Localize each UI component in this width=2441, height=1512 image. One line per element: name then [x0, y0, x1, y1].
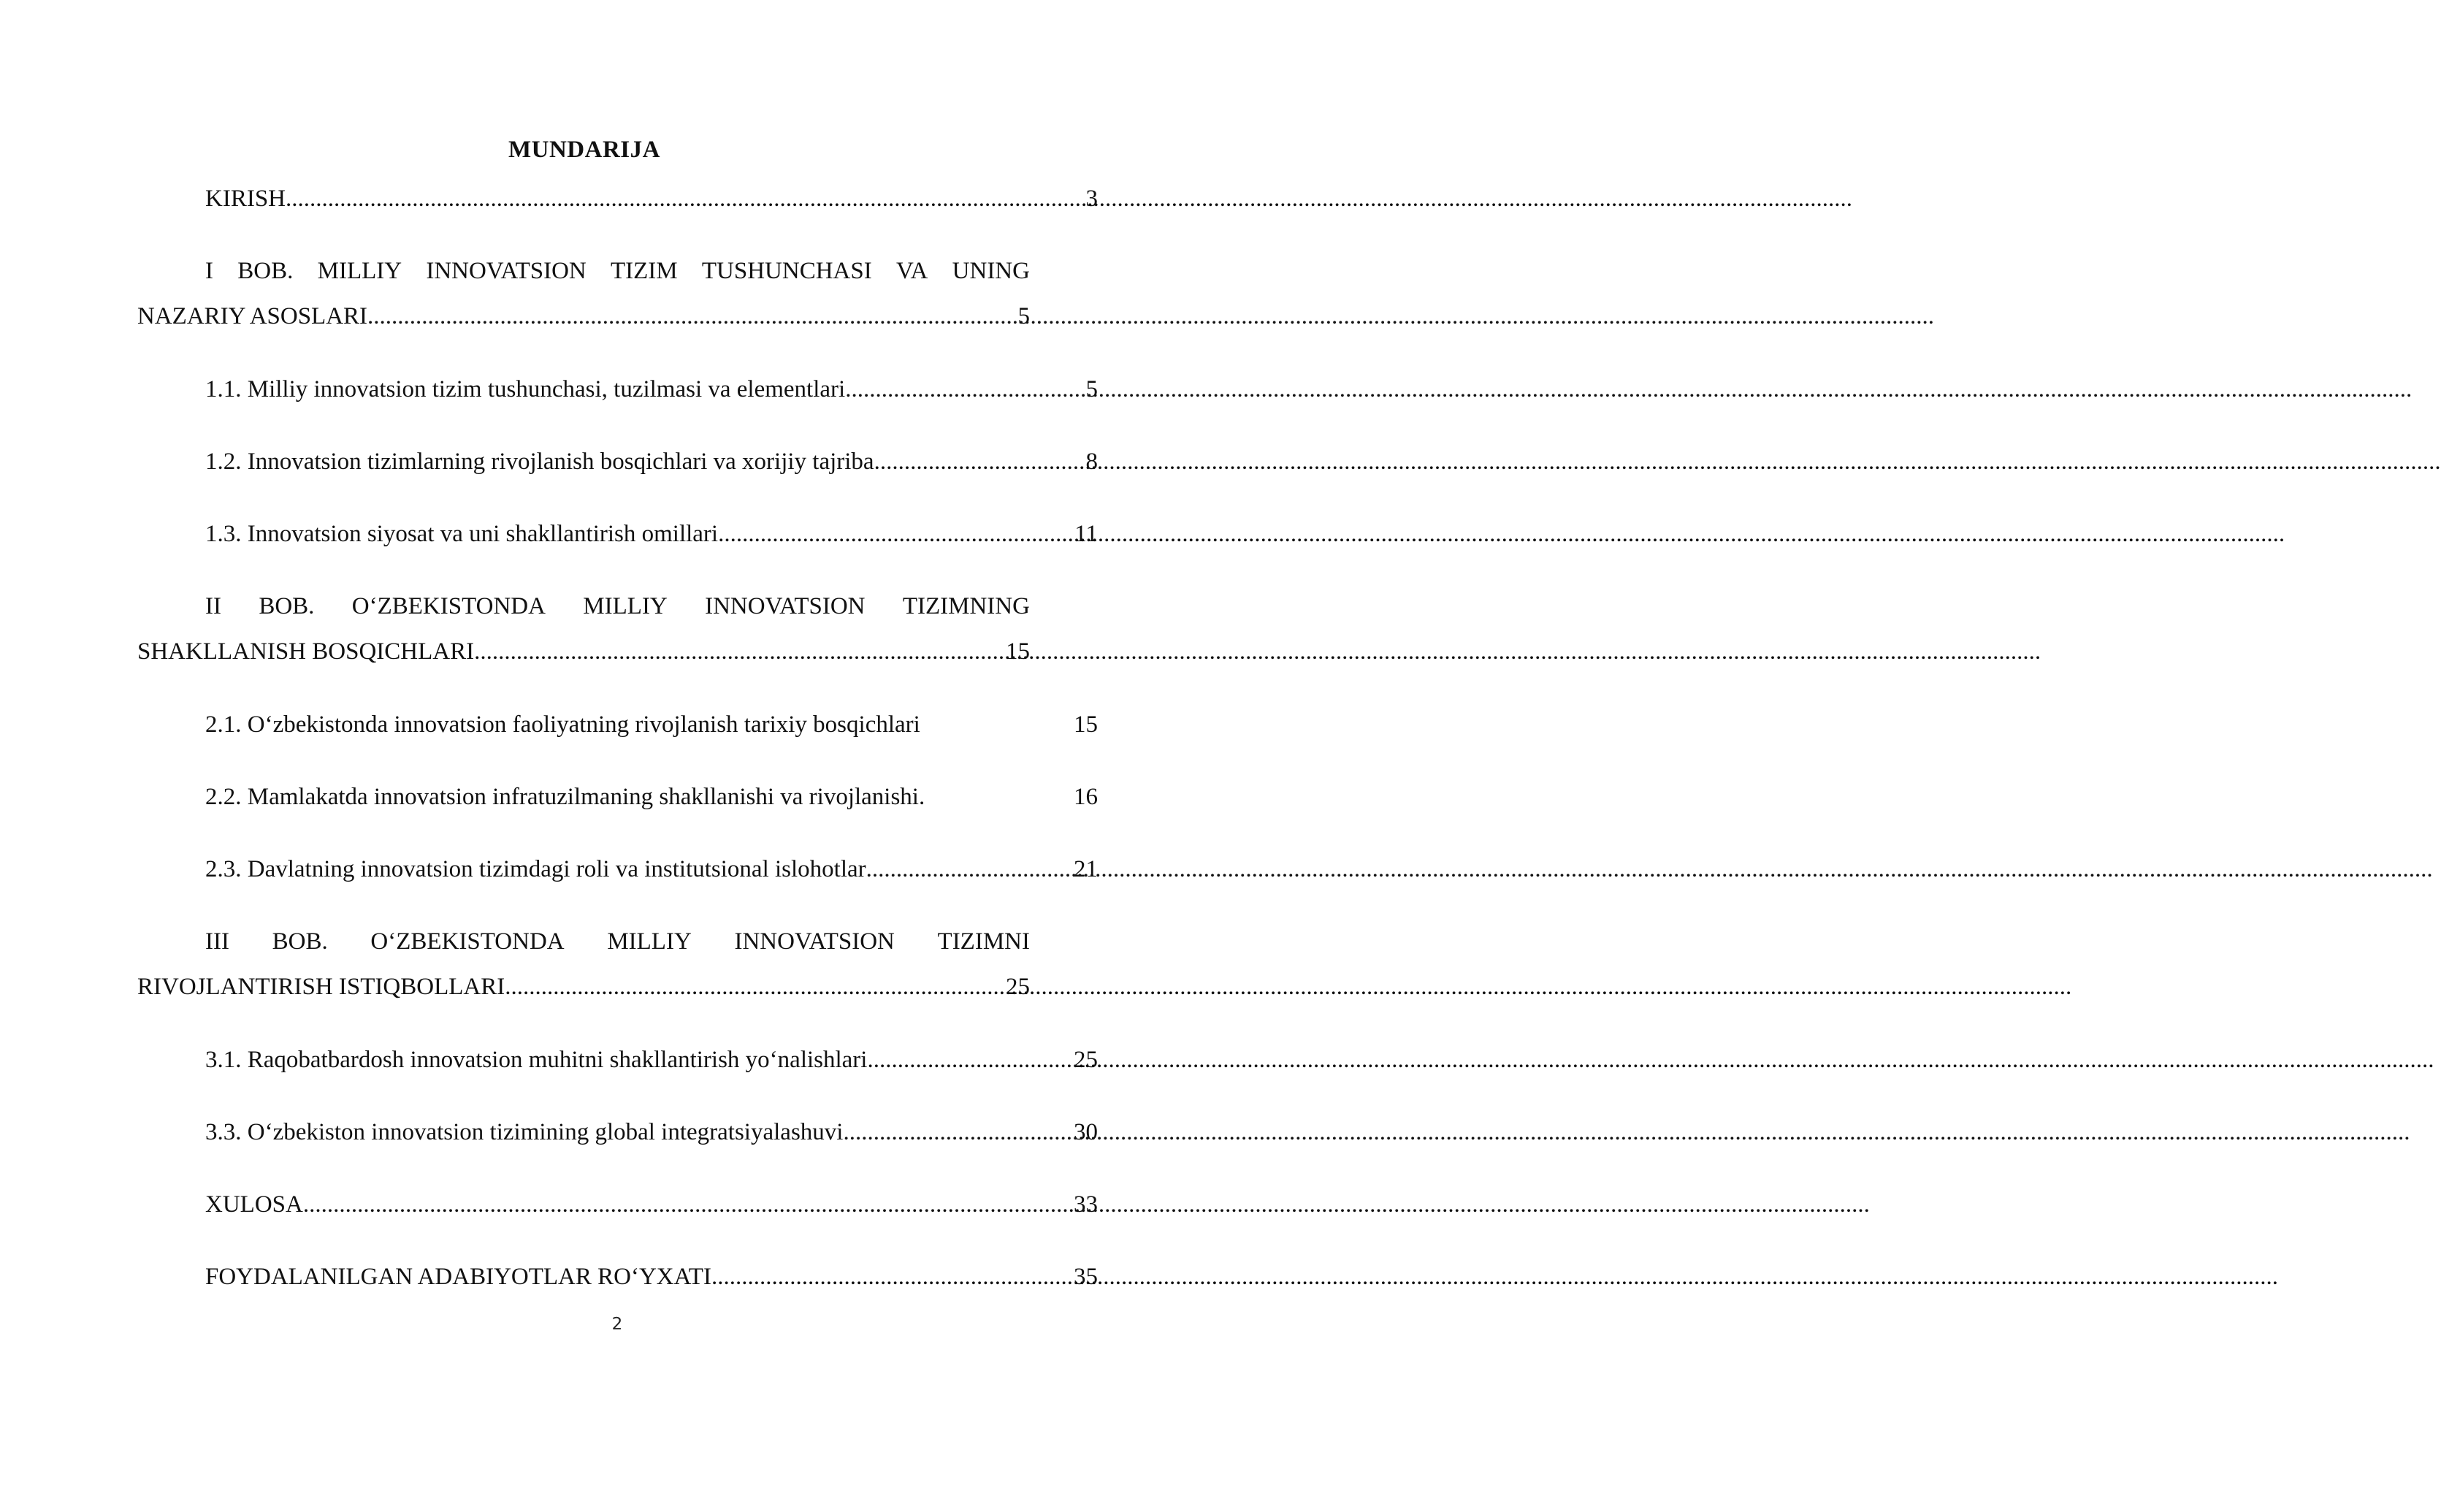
toc-entry-chapter-1[interactable] [137, 253, 1030, 334]
dot-leader [845, 372, 1085, 407]
toc-entry-1-3[interactable] [137, 516, 1098, 551]
toc-entry-title: 3.1. Raqobatbardosh innovatsion muhitni shakllantirish yo‘nalishlari [205, 1047, 868, 1073]
dot-leader [867, 1042, 1074, 1077]
dot-leader [474, 634, 1006, 669]
toc-entry-page: 16 [1074, 784, 1098, 810]
toc-entry-2-2[interactable] [137, 779, 1098, 814]
toc-entry-page: 33 [1074, 1191, 1098, 1218]
dot-leader [505, 969, 1006, 1004]
chapter-heading-line-1: II BOB. O‘ZBEKISTONDA MILLIY INNOVATSION TIZIMNING [205, 593, 1030, 619]
toc-entry-page: 15 [1074, 711, 1098, 738]
toc-entry-chapter-3[interactable] [137, 924, 1030, 1004]
toc-entry-title: 1.2. Innovatsion tizimlarning rivojlanish bosqichlari va xorijiy tajriba [205, 448, 874, 475]
dot-leader [711, 1259, 1074, 1294]
toc-entry-title: KIRISH [205, 186, 286, 212]
toc-entry-page: 21 [1074, 856, 1098, 882]
toc-entry-title: 1.1. Milliy innovatsion tizim tushunchasi, tuzilmasi va elementlari [205, 376, 846, 402]
toc-entry-references[interactable] [137, 1259, 1098, 1294]
dot-leader [718, 516, 1074, 551]
dot-leader [866, 852, 1074, 887]
toc-entry-title: 1.3. Innovatsion siyosat va uni shakllantirish omillari [205, 521, 719, 547]
toc-entry-page: 5 [1017, 303, 1030, 329]
toc-entry-title: NAZARIY ASOSLARI [137, 303, 368, 329]
toc-entry-chapter-2[interactable] [137, 589, 1030, 669]
toc-entry-title: 2.2. Mamlakatda innovatsion infratuzilmaning shakllanishi va rivojlanishi. [205, 784, 925, 810]
chapter-heading-line-1: III BOB. O‘ZBEKISTONDA MILLIY INNOVATSION TIZIMNI [205, 928, 1030, 955]
page-title: MUNDARIJA [508, 137, 660, 163]
toc-entry-1-1[interactable] [137, 372, 1098, 407]
dot-leader [303, 1187, 1074, 1222]
toc-entry-page: 5 [1085, 376, 1098, 402]
document-page [0, 0, 1169, 1512]
toc-entry-title: 2.3. Davlatning innovatsion tizimdagi roli va institutsional islohotlar [205, 856, 866, 882]
toc-entry-title: 2.1. O‘zbekistonda innovatsion faoliyatning rivojlanish tarixiy bosqichlari [205, 711, 920, 738]
toc-entry-3-3[interactable] [137, 1115, 1098, 1150]
page-number: 2 [611, 1315, 623, 1334]
chapter-heading-line-1: I BOB. MILLIY INNOVATSION TIZIM TUSHUNCHASI VA UNING [205, 258, 1030, 284]
toc-entry-title: FOYDALANILGAN ADABIYOTLAR RO‘YXATI [205, 1264, 711, 1290]
toc-entry-page: 25 [1006, 974, 1030, 1000]
toc-entry-title: 3.3. O‘zbekiston innovatsion tizimining global integratsiyalashuvi [205, 1119, 844, 1145]
toc-entry-title: XULOSA [205, 1191, 303, 1218]
toc-entry-2-1[interactable] [137, 707, 1098, 742]
toc-entry-2-3[interactable] [137, 852, 1098, 887]
dot-leader [286, 181, 1085, 216]
toc-entry-page: 8 [1085, 448, 1098, 475]
toc-entry-page: 15 [1006, 638, 1030, 665]
toc-entry-page: 3 [1085, 186, 1098, 212]
toc-entry-page: 11 [1074, 521, 1098, 547]
dot-leader [367, 299, 1017, 334]
toc-entry-3-1[interactable] [137, 1042, 1098, 1077]
toc-entry-page: 30 [1074, 1119, 1098, 1145]
toc-entry-page: 25 [1074, 1047, 1098, 1073]
toc-entry-1-2[interactable] [137, 444, 1098, 479]
dot-leader [874, 444, 1086, 479]
toc-entry-xulosa[interactable] [137, 1187, 1098, 1222]
toc-entry-title: RIVOJLANTIRISH ISTIQBOLLARI [137, 974, 505, 1000]
dot-leader [843, 1115, 1074, 1150]
toc-entry-title: SHAKLLANISH BOSQICHLARI [137, 638, 475, 665]
toc-entry-kirish[interactable] [137, 181, 1098, 216]
toc-entry-page: 35 [1074, 1264, 1098, 1290]
